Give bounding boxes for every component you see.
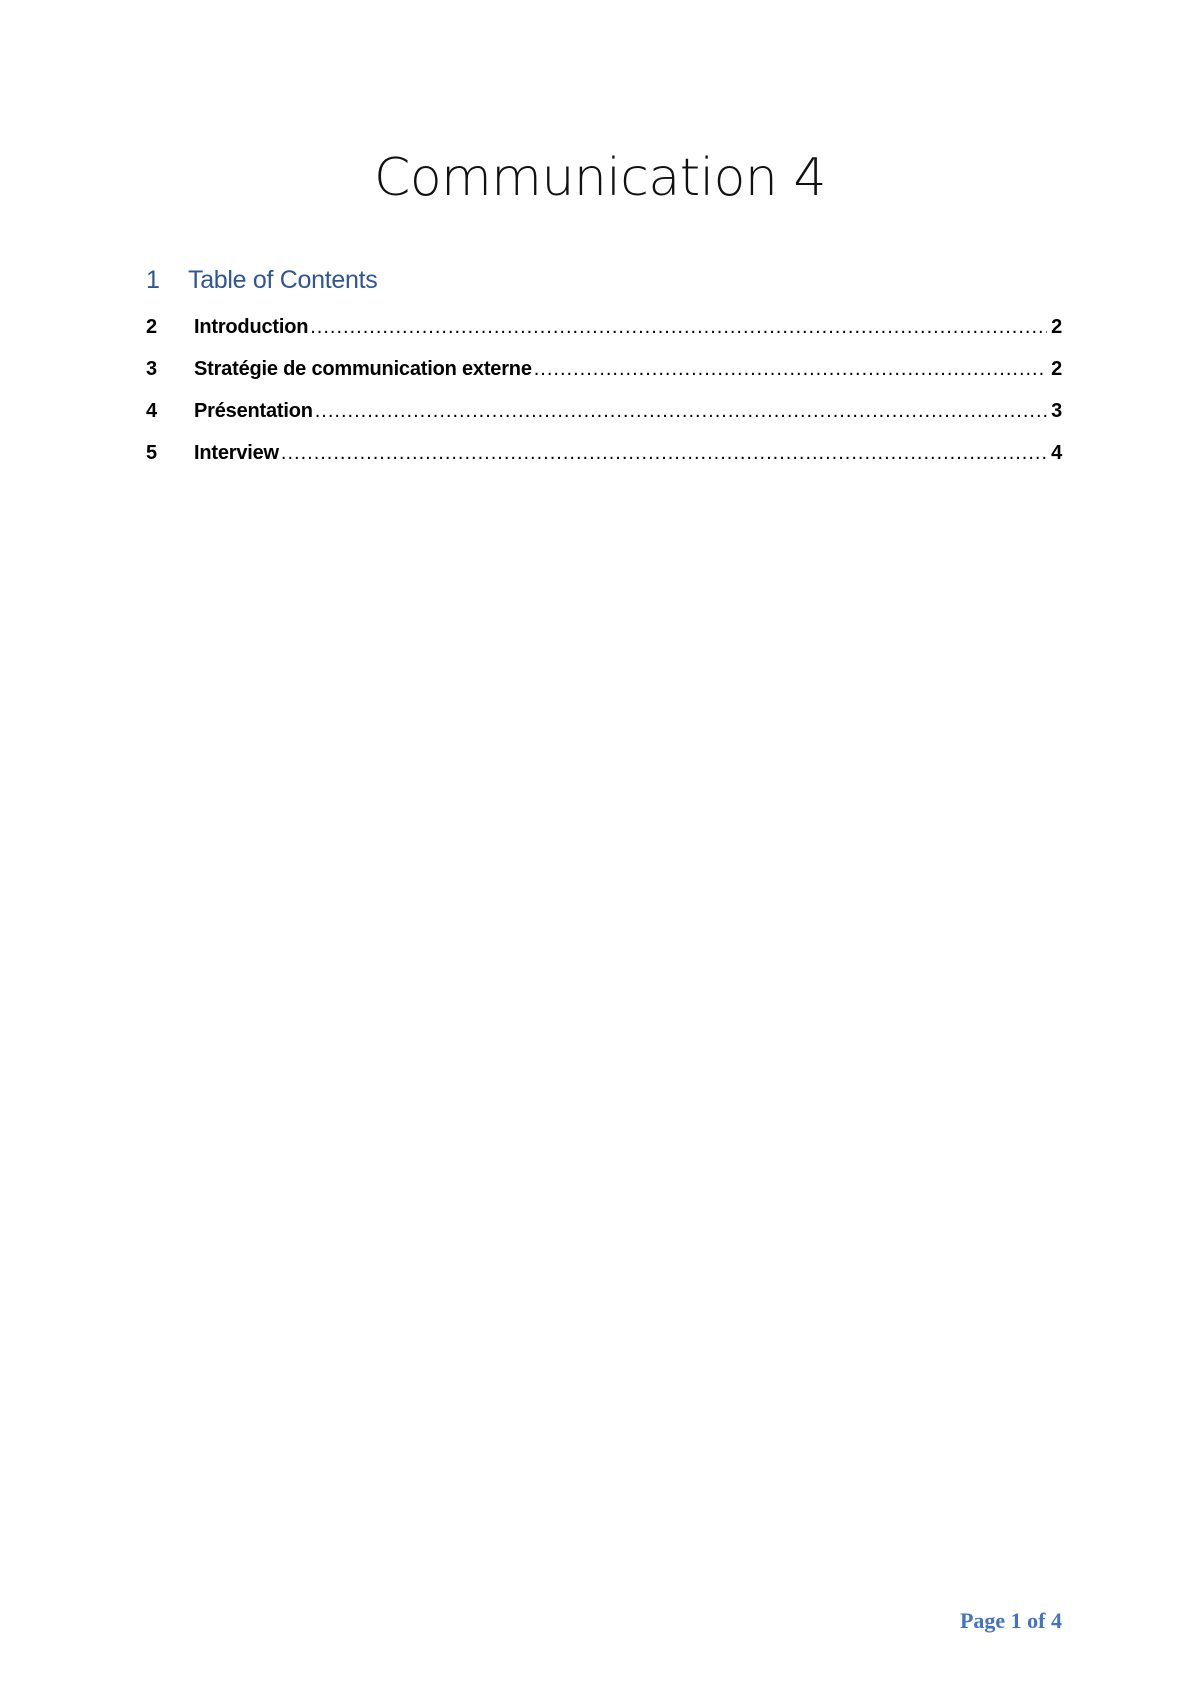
toc-entry-label: Introduction (194, 316, 309, 338)
toc-entry-number: 2 (146, 316, 157, 338)
toc-list (146, 316, 1062, 484)
toc-entry-interview[interactable] (146, 442, 1062, 484)
toc-entry-number: 4 (146, 400, 157, 422)
toc-entry-page: 4 (1051, 442, 1062, 464)
toc-entry-label: Stratégie de communication externe (194, 358, 532, 380)
toc-entry-presentation[interactable] (146, 400, 1062, 442)
toc-dot-leader (315, 400, 1047, 423)
document-title: Communication 4 (374, 148, 826, 208)
page-footer-number: Page 1 of 4 (959, 1608, 1062, 1633)
toc-entry-label: Interview (194, 442, 279, 464)
toc-heading-number: 1 (146, 266, 160, 294)
toc-heading (146, 266, 377, 295)
toc-entry-page: 2 (1051, 358, 1062, 380)
toc-entry-number: 3 (146, 358, 157, 380)
toc-dot-leader (310, 316, 1047, 339)
toc-heading-label: Table of Contents (188, 266, 378, 294)
toc-entry-page: 2 (1051, 316, 1062, 338)
toc-entry-page: 3 (1051, 400, 1062, 422)
toc-entry-introduction[interactable] (146, 316, 1062, 358)
toc-dot-leader (281, 442, 1047, 465)
toc-dot-leader (534, 358, 1047, 381)
toc-entry-number: 5 (146, 442, 157, 464)
toc-entry-strategie[interactable] (146, 358, 1062, 400)
toc-entry-label: Présentation (194, 400, 313, 422)
